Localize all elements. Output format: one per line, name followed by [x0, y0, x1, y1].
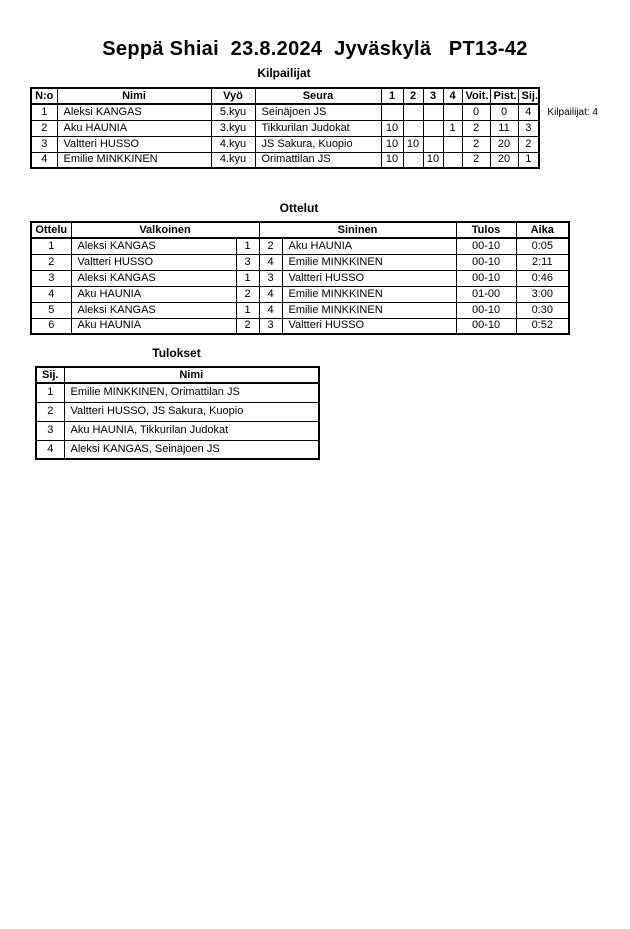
score1-cell: 10 [381, 152, 403, 168]
score4-cell [443, 136, 462, 152]
kilpailijat-table [30, 87, 540, 169]
wins-cell: 0 [462, 104, 490, 120]
match-no-cell: 6 [31, 318, 71, 334]
competitor-name-cell: Aleksi KANGAS [57, 104, 211, 120]
col-header-sininen: Sininen [259, 222, 456, 238]
match-no-cell: 5 [31, 302, 71, 318]
blue-name-cell: Emilie MINKKINEN [282, 286, 456, 302]
white-no-cell: 1 [236, 302, 259, 318]
col-header-tulos: Tulos [456, 222, 516, 238]
blue-no-cell: 3 [259, 270, 282, 286]
competitor-row [31, 120, 539, 136]
white-no-cell: 3 [236, 254, 259, 270]
result-cell: 00-10 [456, 270, 516, 286]
club-cell: Tikkurilan Judokat [255, 120, 381, 136]
kilpailijat-heading: Kilpailijat [257, 66, 311, 80]
col-header-aika: Aika [516, 222, 569, 238]
col-header-vyo: Vyö [211, 88, 255, 104]
match-no-cell: 1 [31, 238, 71, 254]
place-cell: 4 [36, 440, 64, 459]
place-cell: 2 [36, 402, 64, 421]
blue-name-cell: Aku HAUNIA [282, 238, 456, 254]
place-cell: 3 [36, 421, 64, 440]
belt-cell: 3.kyu [211, 120, 255, 136]
match-row [31, 318, 569, 334]
col-header-sij: Sij. [36, 367, 64, 383]
col-header-score4: 4 [443, 88, 462, 104]
wins-cell: 2 [462, 120, 490, 136]
white-name-cell: Aku HAUNIA [71, 318, 236, 334]
blue-no-cell: 3 [259, 318, 282, 334]
result-cell: 00-10 [456, 318, 516, 334]
time-cell: 2:11 [516, 254, 569, 270]
competitor-row [31, 152, 539, 168]
score3-cell: 10 [423, 152, 443, 168]
match-no-cell: 4 [31, 286, 71, 302]
ottelut-header-row [31, 222, 569, 238]
blue-name-cell: Emilie MINKKINEN [282, 254, 456, 270]
wins-cell: 2 [462, 152, 490, 168]
col-header-seura: Seura [255, 88, 381, 104]
competitor-no-cell: 2 [31, 120, 57, 136]
result-cell: 00-10 [456, 254, 516, 270]
match-row [31, 286, 569, 302]
col-header-score2: 2 [403, 88, 423, 104]
result-cell: 01-00 [456, 286, 516, 302]
time-cell: 3:00 [516, 286, 569, 302]
white-name-cell: Aleksi KANGAS [71, 302, 236, 318]
score1-cell [381, 104, 403, 120]
page-title: Seppä Shiai 23.8.2024 Jyväskylä PT13-42 [102, 38, 528, 60]
score4-cell [443, 104, 462, 120]
name-club-cell: Emilie MINKKINEN, Orimattilan JS [64, 383, 319, 402]
club-cell: JS Sakura, Kuopio [255, 136, 381, 152]
white-no-cell: 1 [236, 238, 259, 254]
result-row [36, 383, 319, 402]
points-cell: 20 [490, 152, 518, 168]
white-name-cell: Aleksi KANGAS [71, 238, 236, 254]
belt-cell: 4.kyu [211, 136, 255, 152]
white-name-cell: Aku HAUNIA [71, 286, 236, 302]
score2-cell [403, 104, 423, 120]
competitor-no-cell: 1 [31, 104, 57, 120]
match-row [31, 254, 569, 270]
name-club-cell: Aku HAUNIA, Tikkurilan Judokat [64, 421, 319, 440]
tulokset-table [35, 366, 320, 460]
competitor-name-cell: Emilie MINKKINEN [57, 152, 211, 168]
ottelut-table [30, 221, 570, 335]
score3-cell [423, 136, 443, 152]
blue-no-cell: 4 [259, 254, 282, 270]
time-cell: 0:30 [516, 302, 569, 318]
points-cell: 20 [490, 136, 518, 152]
score2-cell [403, 152, 423, 168]
score3-cell [423, 120, 443, 136]
white-no-cell: 2 [236, 318, 259, 334]
kilpailijat-header-row [31, 88, 539, 104]
tulokset-header-row [36, 367, 319, 383]
competitor-name-cell: Aku HAUNIA [57, 120, 211, 136]
col-header-ottelu: Ottelu [31, 222, 71, 238]
white-no-cell: 1 [236, 270, 259, 286]
blue-no-cell: 4 [259, 302, 282, 318]
result-cell: 00-10 [456, 302, 516, 318]
place-cell: 3 [518, 120, 539, 136]
competitor-no-cell: 4 [31, 152, 57, 168]
col-header-pist: Pist. [490, 88, 518, 104]
match-row [31, 302, 569, 318]
club-cell: Orimattilan JS [255, 152, 381, 168]
tulokset-heading: Tulokset [152, 346, 201, 360]
name-club-cell: Valtteri HUSSO, JS Sakura, Kuopio [64, 402, 319, 421]
score2-cell: 10 [403, 136, 423, 152]
report-page [0, 38, 630, 929]
blue-name-cell: Valtteri HUSSO [282, 270, 456, 286]
score1-cell: 10 [381, 136, 403, 152]
result-row [36, 440, 319, 459]
belt-cell: 4.kyu [211, 152, 255, 168]
blue-name-cell: Valtteri HUSSO [282, 318, 456, 334]
col-header-score1: 1 [381, 88, 403, 104]
place-cell: 4 [518, 104, 539, 120]
score1-cell: 10 [381, 120, 403, 136]
place-cell: 2 [518, 136, 539, 152]
place-cell: 1 [36, 383, 64, 402]
col-header-no: N:o [31, 88, 57, 104]
time-cell: 0:05 [516, 238, 569, 254]
belt-cell: 5.kyu [211, 104, 255, 120]
white-name-cell: Valtteri HUSSO [71, 254, 236, 270]
white-no-cell: 2 [236, 286, 259, 302]
competitor-count-label: Kilpailijat: 4 [547, 107, 598, 118]
match-no-cell: 2 [31, 254, 71, 270]
score4-cell [443, 152, 462, 168]
competitor-name-cell: Valtteri HUSSO [57, 136, 211, 152]
blue-name-cell: Emilie MINKKINEN [282, 302, 456, 318]
score3-cell [423, 104, 443, 120]
score4-cell: 1 [443, 120, 462, 136]
match-no-cell: 3 [31, 270, 71, 286]
time-cell: 0:46 [516, 270, 569, 286]
col-header-score3: 3 [423, 88, 443, 104]
result-cell: 00-10 [456, 238, 516, 254]
white-name-cell: Aleksi KANGAS [71, 270, 236, 286]
points-cell: 0 [490, 104, 518, 120]
place-cell: 1 [518, 152, 539, 168]
ottelut-heading: Ottelut [279, 201, 319, 215]
competitor-no-cell: 3 [31, 136, 57, 152]
score2-cell [403, 120, 423, 136]
competitor-row [31, 136, 539, 152]
result-row [36, 402, 319, 421]
match-row [31, 238, 569, 254]
col-header-valkoinen: Valkoinen [71, 222, 259, 238]
blue-no-cell: 2 [259, 238, 282, 254]
col-header-sij: Sij. [518, 88, 539, 104]
col-header-nimi: Nimi [64, 367, 319, 383]
result-row [36, 421, 319, 440]
time-cell: 0:52 [516, 318, 569, 334]
wins-cell: 2 [462, 136, 490, 152]
competitor-row [31, 104, 539, 120]
col-header-voit: Voit. [462, 88, 490, 104]
points-cell: 11 [490, 120, 518, 136]
blue-no-cell: 4 [259, 286, 282, 302]
name-club-cell: Aleksi KANGAS, Seinäjoen JS [64, 440, 319, 459]
col-header-nimi: Nimi [57, 88, 211, 104]
match-row [31, 270, 569, 286]
club-cell: Seinäjoen JS [255, 104, 381, 120]
